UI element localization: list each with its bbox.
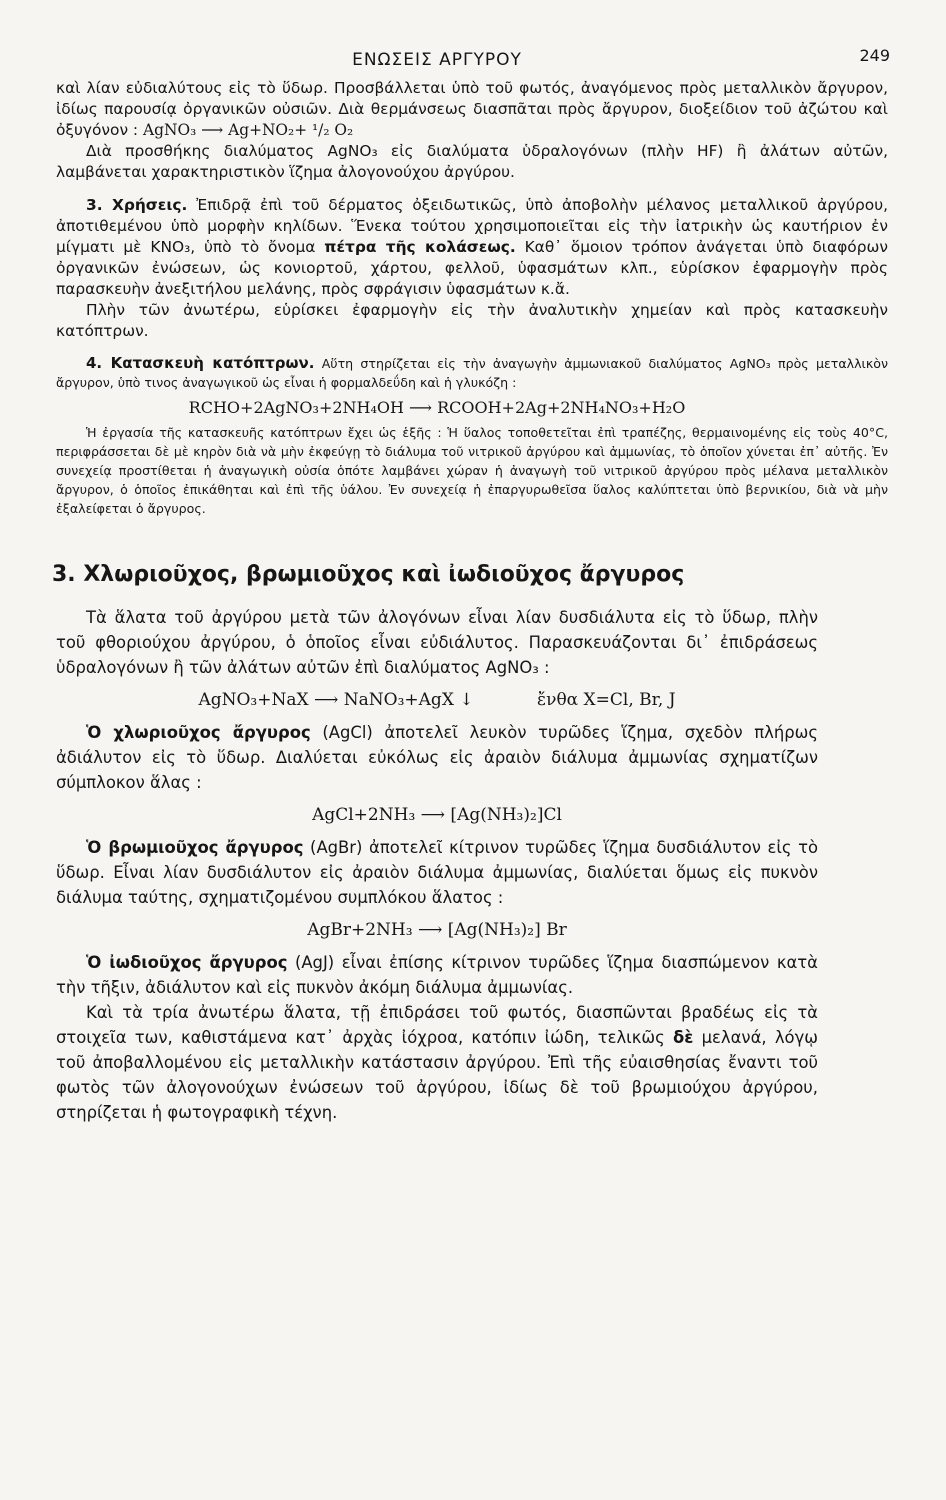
agcl-paragraph	[56, 720, 818, 795]
mirrors-heading: 4. Κατασκευὴ κατόπτρων.	[86, 354, 315, 372]
photo-text-b: μελανά, λόγῳ τοῦ ἀποβαλλομένου εἰς μεταλλικὴν κατάστασιν ἀργύρου. Ἐπὶ τῆς εὐαισθησίας ἔναντι τοῦ φωτὸς τῶν ἀλογονούχων ἐνώσεων τοῦ ἀργύρου, ἰδίως δὲ τοῦ βρωμιούχου ἀργύρου, στηρίζεται ἡ φωτογραφικὴ τέχνη.	[56, 1028, 818, 1122]
photo-text-a: Καὶ τὰ τρία ἀνωτέρω ἅλατα, τῇ ἐπιδράσει τοῦ φωτός, διασπῶνται βραδέως εἰς τὰ στοιχεῖα των, καθιστάμενα κατ᾽ ἀρχὰς ἰόχροα, κατόπιν ἰώδη, τελικῶς	[56, 1003, 818, 1047]
photo-bold: δὲ	[672, 1028, 694, 1047]
uses-heading: 3. Χρήσεις.	[86, 196, 188, 214]
halides-intro: Τὰ ἅλατα τοῦ ἀργύρου μετὰ τῶν ἀλογόνων εἶναι λίαν δυσδιάλυτα εἰς τὸ ὕδωρ, πλὴν τοῦ φθοριούχου ἀργύρου, ὁ ὁποῖος εἶναι εὐδιάλυτος. Παρασκευάζονται δι᾽ ἐπιδράσεως ὑδραλογόνων ἢ τῶν ἀλάτων αὐτῶν ἐπὶ διαλύματος AgNO₃ :	[56, 608, 818, 677]
uses-name: πέτρα τῆς κολάσεως.	[324, 238, 516, 256]
halide-equation-1	[56, 690, 818, 710]
agbr-text: (AgBr) ἀποτελεῖ κίτρινον τυρῶδες ἵζημα δυσδιάλυτον εἰς τὸ ὕδωρ. Εἶναι λίαν δυσδιάλυτον εἰς ἀραιὸν διάλυμα ἀμμωνίας, διαλύεται ὅμως εἰς πυκνὸν διάλυμα ταύτης, σχηματιζομένου συμπλόκου ἅλατος :	[56, 838, 818, 907]
uses-text-2: Καθ᾽ ὅμοιον τρόπον ἀνάγεται ὑπὸ διαφόρων ὀργανικῶν ἐνώσεων, ὡς κονιορτοῦ, χάρτου, φελλοῦ, ὑφασμάτων κλπ., εὑρίσκον ἐφαρμογὴν πρὸς παρασκευὴν ἀνεξιτήλου μελάνης, πρὸς σφράγισιν ὑφασμάτων κ.ἄ.	[56, 238, 888, 298]
intro-text: καὶ λίαν εὐδιαλύτους εἰς τὸ ὕδωρ. Προσβάλλεται ὑπὸ τοῦ φωτός, ἀναγόμενος πρὸς μεταλλικὸν ἄργυρον, ἰδίως παρουσίᾳ ὀργανικῶν οὐσιῶν. Διὰ θερμάνσεως διασπᾶται πρὸς ἄργυρον, διοξείδιον τοῦ ἀζώτου καὶ ὀξυγόνον :	[56, 79, 888, 139]
halide-equation-1-note: ἔνθα X=Cl, Br, J	[536, 690, 676, 710]
mirror-equation: RCHO+2AgNO₃+2NH₄OH ⟶ RCOOH+2Ag+2NH₄NO₃+H₂O	[188, 398, 686, 417]
page-number: 249	[859, 46, 890, 65]
running-title: ΕΝΩΣΕΙΣ ΑΡΓΥΡΟΥ	[352, 50, 522, 70]
agbr-name: Ὁ βρωμιοῦχος ἄργυρος	[86, 838, 304, 857]
agj-paragraph	[56, 950, 818, 1000]
uses-paragraph	[56, 195, 888, 300]
mirrors-procedure: Ἡ ἐργασία τῆς κατασκευῆς κατόπτρων ἔχει ὡς ἑξῆς : Ἡ ὕαλος τοποθετεῖται ἐπὶ τραπέζης, θερμαινομένης εἰς τοὺς 40°C, περιφράσσεται δὲ μὲ κηρὸν διὰ νὰ μὴν ἐκφεύγῃ τὸ διάλυμα τοῦ νιτρικοῦ ἀργύρου καὶ ἀμμωνίας, τὸ ὁποῖον χύνεται ἐπ᾽ αὐτῆς. Ἐν συνεχείᾳ προστίθεται ἡ ἀναγωγικὴ οὐσία ὁπότε λαμβάνει χώραν ἡ ἀναγωγὴ τοῦ νιτρικοῦ ἀργύρου πρὸς μέλανα μεταλλικὸν ἄργυρον, ὁ ὁποῖος ἐπικάθηται καὶ ἐπὶ τῆς ὑάλου. Ἐν συνεχείᾳ ἡ ἐπαργυρωθεῖσα ὕαλος καλύπτεται ὑπὸ βερνικίου, διὰ νὰ μὴν ἐξαλείφεται ὁ ἄργυρος.	[56, 425, 888, 516]
intro-paragraph	[56, 78, 888, 141]
agj-name: Ὁ ἰωδιοῦχος ἄργυρος	[86, 953, 288, 972]
running-header	[56, 44, 890, 78]
uses-paragraph-2: Πλὴν τῶν ἀνωτέρω, εὑρίσκει ἐφαρμογὴν εἰς τὴν ἀναλυτικὴν χημείαν καὶ πρὸς κατασκευὴν κατόπτρων.	[56, 301, 888, 340]
intro-paragraph-2: Διὰ προσθήκης διαλύματος AgNO₃ εἰς διαλύματα ὑδραλογόνων (πλὴν HF) ἢ ἀλάτων αὐτῶν, λαμβάνεται χαρακτηριστικὸν ἵζημα ἀλογονούχου ἀργύρου.	[56, 142, 888, 181]
agcl-text: (AgCl) ἀποτελεῖ λευκὸν τυρῶδες ἵζημα, σχεδὸν πλήρως ἀδιάλυτον εἰς τὸ ὕδωρ. Διαλύεται εὐκόλως εἰς ἀραιὸν διάλυμα ἀμμωνίας σχηματίζων σύμπλοκον ἅλας :	[56, 723, 818, 792]
mirrors-paragraph	[56, 354, 888, 392]
agj-text: (AgJ) εἶναι ἐπίσης κίτρινον τυρῶδες ἵζημα διασπώμενον κατὰ τὴν τῆξιν, ἀδιάλυτον καὶ εἰς πυκνὸν ἀκόμη διάλυμα ἀμμωνίας.	[56, 953, 818, 997]
uses-text: Ἐπιδρᾷ ἐπὶ τοῦ δέρματος ὀξειδωτικῶς, ὑπὸ ἀποβολὴν μέλανος μεταλλικοῦ ἀργύρου, ἀποτιθεμένου ὑπὸ μορφὴν κηλίδων. Ἕνεκα τούτου χρησιμοποιεῖται εἰς τὴν ἰατρικὴν ὡς καυτήριον ἐν μίγματι μὲ KNO₃, ὑπὸ τὸ ὄνομα	[56, 196, 888, 256]
decomposition-equation: AgNO₃ ⟶ Ag+NO₂+ ¹/₂ O₂	[143, 121, 354, 139]
section-title: 3. Χλωριοῦχος, βρωμιοῦχος καὶ ἰωδιοῦχος ἄργυρος	[52, 562, 685, 587]
agbr-paragraph	[56, 835, 818, 910]
photo-paragraph	[56, 1000, 818, 1125]
mirrors-text: Αὕτη στηρίζεται εἰς τὴν ἀναγωγὴν ἀμμωνιακοῦ διαλύματος AgNO₃ πρὸς μεταλλικὸν ἄργυρον, ὑπὸ τινος ἀναγωγικοῦ ὡς εἶναι ἡ φορμαλδεΰδη καὶ ἡ γλυκόζη :	[56, 356, 888, 390]
halide-equation-1-formula: AgNO₃+NaX ⟶ NaNO₃+AgX ↓	[198, 690, 474, 710]
agcl-equation: AgCl+2NH₃ ⟶ [Ag(NH₃)₂]Cl	[312, 805, 562, 825]
agcl-name: Ὁ χλωριοῦχος ἄργυρος	[86, 723, 311, 742]
agbr-equation: AgBr+2NH₃ ⟶ [Ag(NH₃)₂] Br	[307, 920, 567, 940]
